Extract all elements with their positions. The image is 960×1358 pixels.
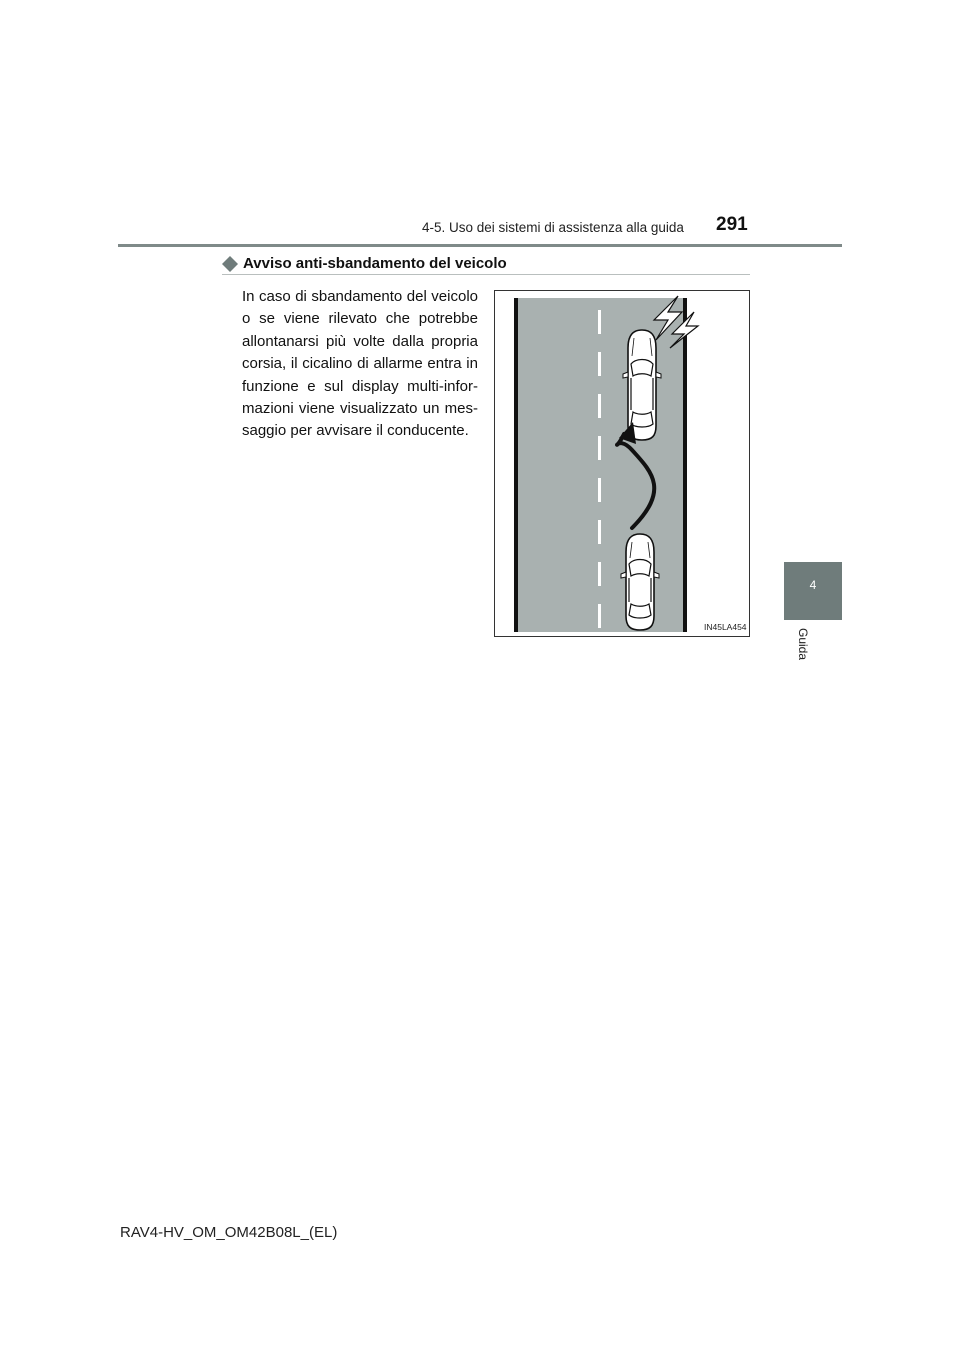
chapter-tab — [784, 562, 842, 620]
section-heading-text: Avviso anti-sbandamento del veicolo — [243, 255, 507, 272]
chapter-number: 4 — [809, 578, 817, 592]
right-road-edge — [683, 298, 687, 632]
section-heading — [222, 254, 750, 275]
left-road-edge — [514, 298, 518, 632]
section-body: In caso di sbandamento del veicolo o se viene rilevato che potrebbe allontanarsi più volte dalla propria corsia, il cicalino di allarme entra in funzione e sul display multi-infor-mazioni viene visualizzato un mes-saggio per avvisare il conducente. — [242, 288, 478, 440]
page-number: 291 — [716, 214, 748, 235]
lane-departure-illustration — [494, 290, 750, 637]
chapter-label: Guida — [796, 628, 810, 661]
car-icon — [623, 330, 661, 440]
footer-model-code: RAV4-HV_OM_OM42B08L_(EL) — [120, 1224, 338, 1241]
car-icon — [621, 534, 659, 630]
diamond-bullet-icon — [222, 256, 238, 272]
header-divider — [118, 244, 842, 247]
figure-code: IN45LA454 — [704, 622, 747, 632]
header-section-title: 4-5. Uso dei sistemi di assistenza alla guida — [422, 220, 684, 235]
lane-departure-figure — [494, 290, 750, 637]
